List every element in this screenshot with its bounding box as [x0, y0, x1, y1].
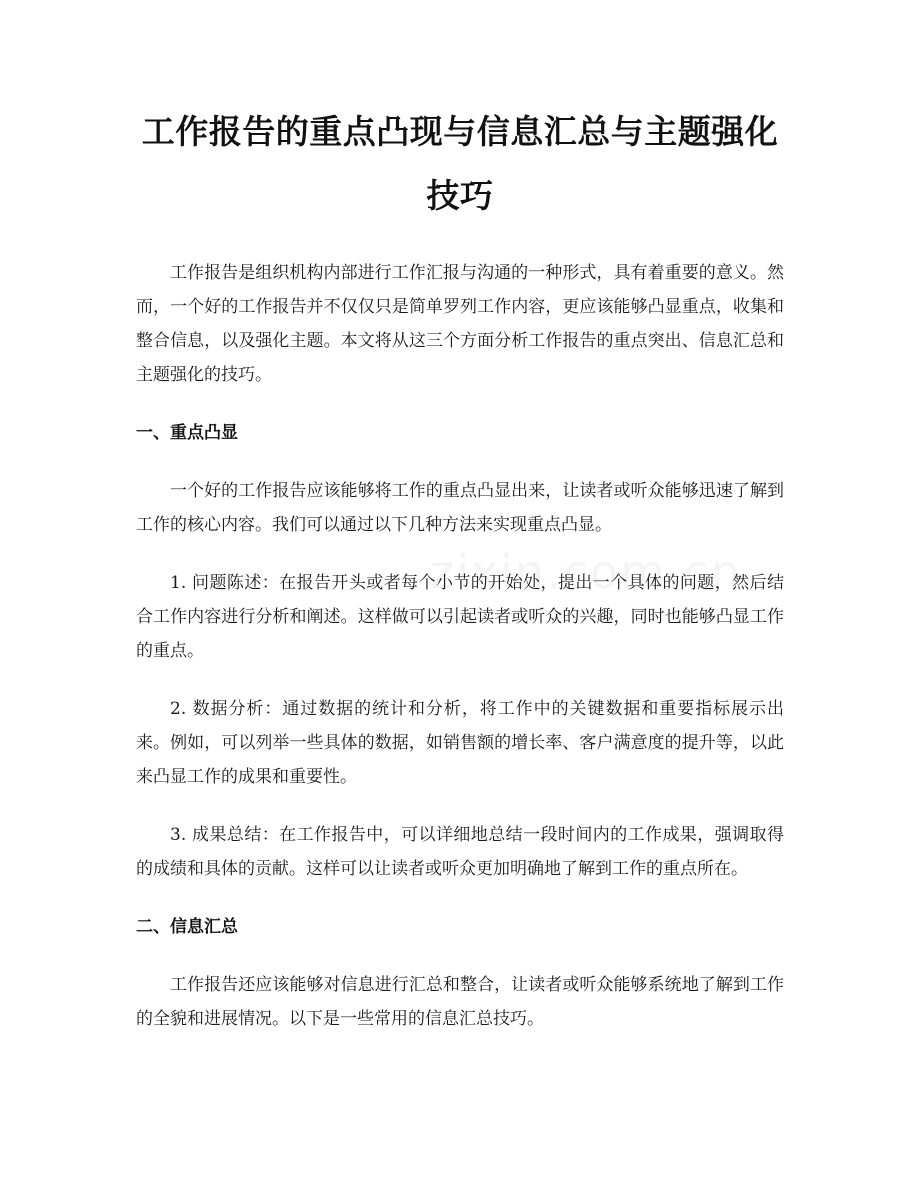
- section-heading-info-summary: 二、信息汇总: [136, 917, 238, 937]
- section-heading-key-points: 一、重点凸显: [136, 423, 238, 443]
- page-title: [136, 100, 784, 228]
- title-line-2: 技巧: [426, 176, 494, 215]
- list-item-data-analysis: 2. 数据分析：通过数据的统计和分析，将工作中的关键数据和重要指标展示出来。例如，可以列举一些具体的数据，如销售额的增长率、客户满意度的提升等，以此来凸显工作的成果和重要性。: [136, 699, 784, 787]
- intro-paragraph: 工作报告是组织机构内部进行工作汇报与沟通的一种形式，具有着重要的意义。然而，一个好的工作报告并不仅仅只是简单罗列工作内容，更应该能够凸显重点，收集和整合信息，以及强化主题。本文将从这三个方面分析工作报告的重点突出、信息汇总和主题强化的技巧。: [136, 263, 784, 385]
- section-2-intro-paragraph: 工作报告还应该能够对信息进行汇总和整合，让读者或听众能够系统地了解到工作的全貌和进展情况。以下是一些常用的信息汇总技巧。: [136, 975, 784, 1029]
- list-item-problem-statement: 1. 问题陈述：在报告开头或者每个小节的开始处，提出一个具体的问题，然后结合工作内容进行分析和阐述。这样做可以引起读者或听众的兴趣，同时也能够凸显工作的重点。: [136, 573, 784, 661]
- title-line-1: 工作报告的重点凸现与信息汇总与主题强化: [141, 112, 779, 151]
- section-1-intro-paragraph: 一个好的工作报告应该能够将工作的重点凸显出来，让读者或听众能够迅速了解到工作的核心内容。我们可以通过以下几种方法来实现重点凸显。: [136, 481, 784, 535]
- list-item-results-summary: 3. 成果总结：在工作报告中，可以详细地总结一段时间内的工作成果，强调取得的成绩和具体的贡献。这样可以让读者或听众更加明确地了解到工作的重点所在。: [136, 825, 784, 879]
- document-body: [136, 256, 784, 1036]
